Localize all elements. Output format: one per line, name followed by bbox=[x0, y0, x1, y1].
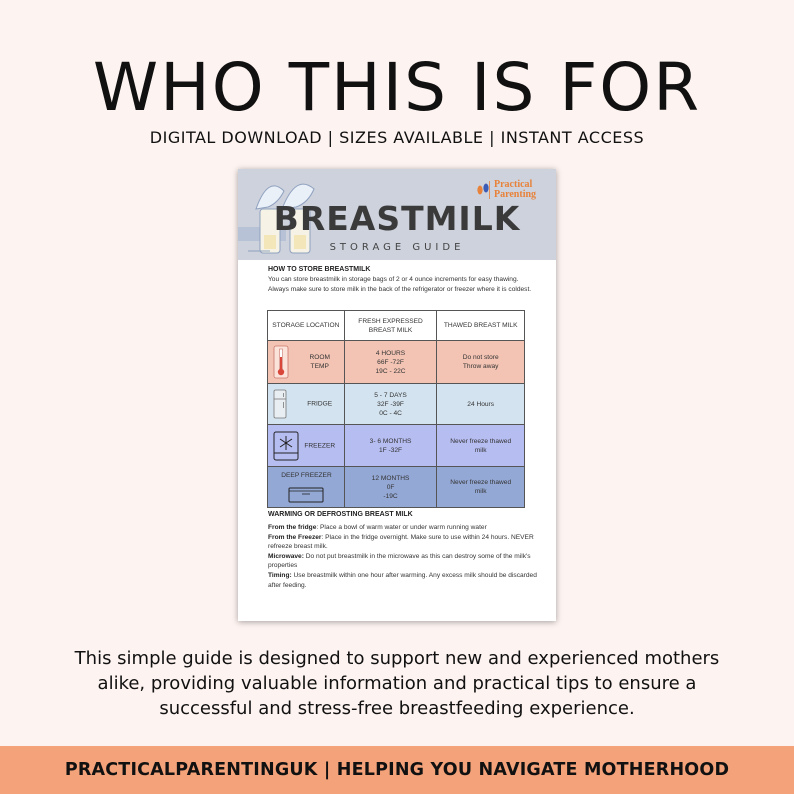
how-to-store-text: You can store breastmilk in storage bags of 2 or 4 ounce increments for easy thawing. Always make sure to store milk in the back of the refrigerator or freezer where it is coldest. bbox=[268, 276, 532, 293]
warming-label: From the Freezer bbox=[268, 533, 322, 541]
thawed-value: Do not store bbox=[462, 354, 499, 361]
table-row bbox=[268, 467, 525, 508]
header-storage-location: STORAGE LOCATION bbox=[268, 311, 345, 341]
location-cell bbox=[268, 467, 345, 508]
fresh-temp-f: 1F -32F bbox=[379, 446, 403, 454]
product-description: This simple guide is designed to support new and experienced mothers alike, providing valuable information and practical tips to ensure a successful and stress-free breastfeeding experience. bbox=[74, 648, 720, 719]
fresh-temp-c: 19C - 22C bbox=[375, 367, 406, 375]
warming-detail: Use breastmilk within one hour after warming. Any excess milk should be discarded after feeding. bbox=[268, 571, 537, 589]
thawed-cell bbox=[437, 425, 525, 467]
fresh-value: 5 - 7 DAYS bbox=[374, 391, 407, 399]
storage-table bbox=[267, 310, 525, 508]
warming-label: From the fridge bbox=[268, 524, 317, 531]
fresh-temp-f: 32F -39F bbox=[377, 400, 404, 408]
thawed-note: milk bbox=[474, 488, 487, 495]
warming-detail: : Place a bowl of warm water or under warm running water bbox=[316, 524, 487, 531]
thawed-cell bbox=[437, 467, 525, 508]
feet-logo-icon bbox=[476, 181, 490, 199]
warming-item bbox=[268, 552, 546, 571]
table-row bbox=[268, 425, 525, 467]
location-cell bbox=[268, 384, 345, 425]
chest-freezer-icon bbox=[288, 487, 324, 503]
fresh-value: 12 MONTHS bbox=[371, 474, 410, 482]
table-row bbox=[268, 384, 525, 425]
footer-banner bbox=[0, 746, 794, 794]
fresh-value: 3- 6 MONTHS bbox=[369, 437, 412, 445]
warming-text bbox=[268, 523, 546, 590]
location-label: DEEP FREEZER bbox=[281, 472, 332, 479]
warming-detail: Do not put breastmilk in the microwave as this can destroy some of the milk's properties bbox=[268, 552, 531, 570]
table-header-row bbox=[268, 311, 525, 341]
fresh-cell bbox=[344, 425, 437, 467]
warming-label: Timing: bbox=[268, 571, 292, 579]
fresh-temp-c: 0C - 4C bbox=[379, 409, 402, 417]
thawed-cell bbox=[437, 384, 525, 425]
location-label: FREEZER bbox=[304, 442, 336, 449]
page-headline: WHO THIS IS FOR bbox=[92, 49, 702, 126]
fresh-temp-c: -19C bbox=[383, 492, 398, 500]
thawed-cell bbox=[437, 341, 525, 384]
how-to-store-heading: HOW TO STORE BREASTMILK bbox=[268, 266, 371, 273]
thawed-note: milk bbox=[474, 446, 487, 454]
fresh-cell bbox=[344, 384, 437, 425]
warming-label: Microwave: bbox=[268, 552, 304, 560]
thermometer-icon bbox=[273, 345, 289, 379]
page-subline: DIGITAL DOWNLOAD | SIZES AVAILABLE | INSTANT ACCESS bbox=[149, 128, 645, 147]
location-cell bbox=[268, 341, 345, 384]
fresh-value: 4 HOURS bbox=[375, 349, 406, 357]
logo-line-1: Practical bbox=[494, 179, 533, 190]
thawed-value: Never freeze thawed bbox=[450, 437, 512, 445]
location-label: FRIDGE bbox=[307, 400, 333, 408]
guide-header bbox=[238, 169, 556, 260]
warming-detail: : Place in the fridge overnight. Make sure to use within 24 hours. NEVER refreeze breast milk. bbox=[268, 533, 534, 551]
thawed-note: Throw away bbox=[462, 363, 499, 370]
fresh-temp-f: 0F bbox=[386, 483, 395, 491]
warming-item bbox=[268, 571, 546, 590]
fresh-cell bbox=[344, 467, 437, 508]
warming-heading: WARMING OR DEFROSTING BREAST MILK bbox=[268, 511, 413, 518]
location-cell bbox=[268, 425, 345, 467]
footer-text: PRACTICALPARENTINGUK | HELPING YOU NAVIGATE MOTHERHOOD bbox=[64, 760, 730, 780]
guide-title: BREASTMILK bbox=[273, 199, 521, 238]
header-thawed-milk: THAWED BREAST MILK bbox=[437, 311, 525, 341]
fresh-cell bbox=[344, 341, 437, 384]
location-label: ROOM TEMP bbox=[309, 354, 330, 370]
thawed-value: Never freeze thawed bbox=[450, 479, 512, 486]
warming-item bbox=[268, 533, 546, 552]
fresh-temp-f: 66F -72F bbox=[377, 358, 404, 366]
guide-preview bbox=[238, 169, 556, 621]
guide-subtitle: STORAGE GUIDE bbox=[329, 242, 465, 253]
fridge-icon bbox=[273, 389, 287, 419]
logo-line-2: Parenting bbox=[494, 189, 537, 200]
warming-item bbox=[268, 523, 546, 533]
table-row bbox=[268, 341, 525, 384]
thawed-value: 24 Hours bbox=[467, 400, 495, 408]
header-fresh-milk: FRESH EXPRESSED BREAST MILK bbox=[344, 311, 437, 341]
snowflake-icon bbox=[273, 431, 299, 461]
